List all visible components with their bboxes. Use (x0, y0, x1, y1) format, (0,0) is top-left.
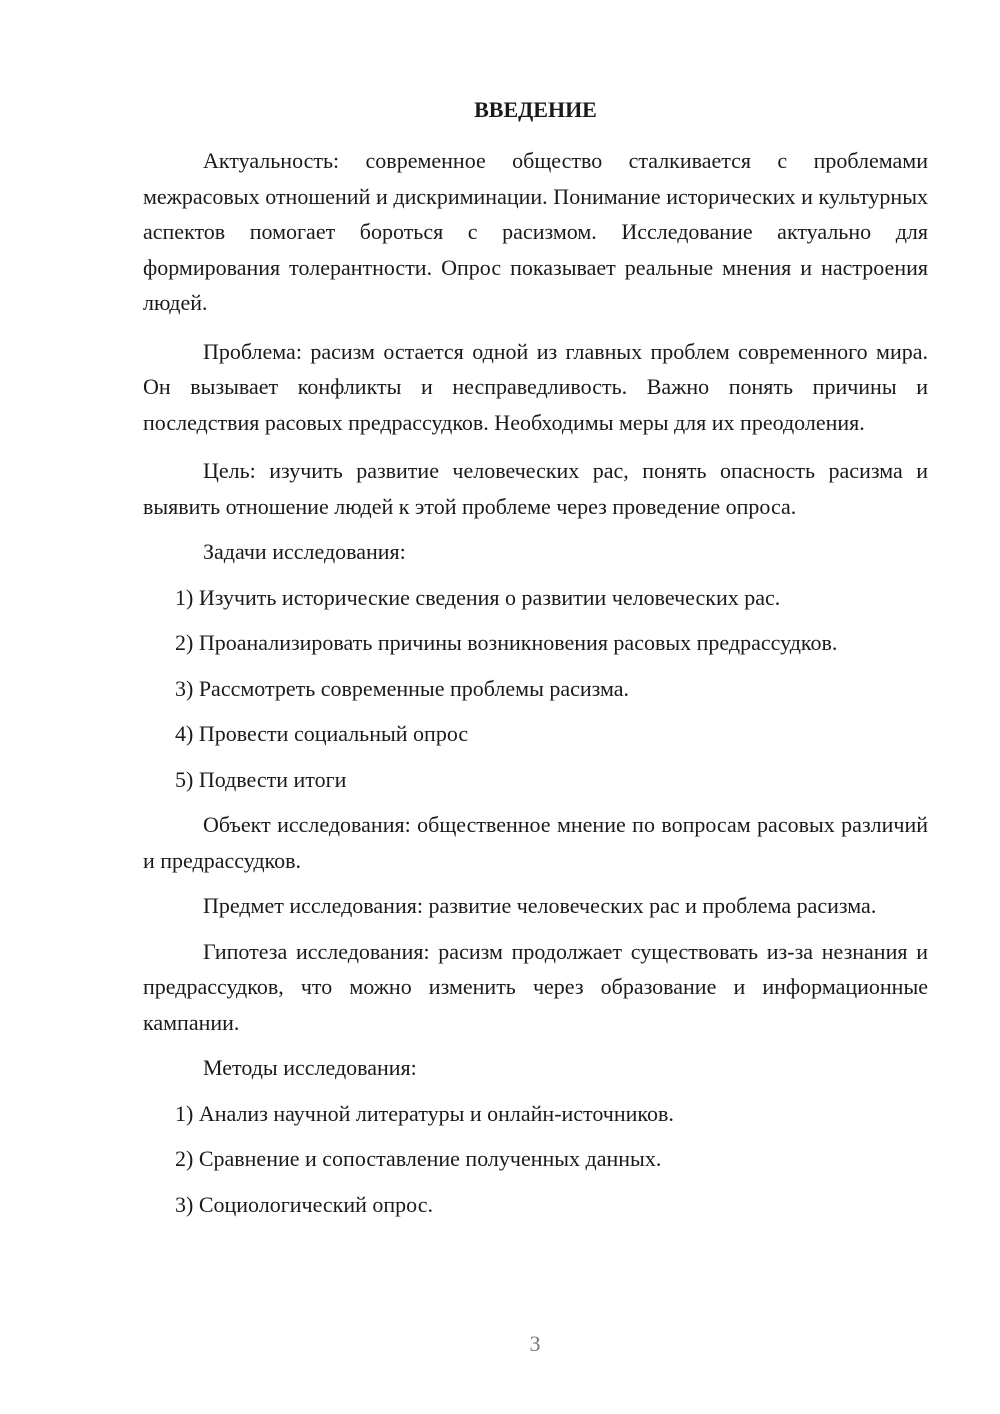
section-heading: ВВЕДЕНИЕ (474, 97, 597, 122)
page-number: 3 (529, 1331, 541, 1356)
task-item: 5) Подвести итоги (175, 766, 347, 792)
task-item: 4) Провести социальный опрос (175, 721, 469, 746)
task-item: 1) Изучить исторические сведения о развитии человеческих рас. (175, 584, 781, 610)
paragraph-subject: Предмет исследования: развитие человеческих рас и проблема расизма. (203, 893, 877, 918)
page-content (143, 92, 928, 1222)
paragraph-relevance: Актуальность: современное общество сталкивается с проблемами межрасовых отношений и дискриминации. Понимание исторических и культурных аспектов помогает бороться с расизмом. Исследование актуально для формирования толерантности. Опрос показывает реальные мнения и настроения людей. (143, 148, 928, 315)
paragraph-hypothesis: Гипотеза исследования: расизм продолжает существовать из-за незнания и предрассудков, что можно изменить через образование и информационные кампании. (143, 938, 928, 1035)
methods-list (143, 1096, 928, 1223)
paragraph-problem: Проблема: расизм остается одной из главных проблем современного мира. Он вызывает конфликты и несправедливость. Важно понять причины и последствия расовых предрассудков. Необходимы меры для их преодоления. (143, 338, 928, 435)
task-item: 3) Рассмотреть современные проблемы расизма. (175, 675, 630, 701)
paragraph-goal: Цель: изучить развитие человеческих рас, понять опасность расизма и выявить отношение людей к этой проблеме через проведение опроса. (143, 458, 928, 519)
paragraph-object: Объект исследования: общественное мнение по вопросам расовых различий и предрассудков. (143, 812, 928, 873)
method-item: 1) Анализ научной литературы и онлайн-источников. (175, 1100, 674, 1126)
method-item: 2) Сравнение и сопоставление полученных данных. (175, 1146, 662, 1171)
task-item: 2) Проанализировать причины возникновения расовых предрассудков. (175, 630, 838, 655)
tasks-title: Задачи исследования: (203, 539, 406, 564)
method-item: 3) Социологический опрос. (175, 1191, 433, 1217)
methods-title: Методы исследования: (203, 1055, 417, 1080)
tasks-list (143, 580, 928, 798)
